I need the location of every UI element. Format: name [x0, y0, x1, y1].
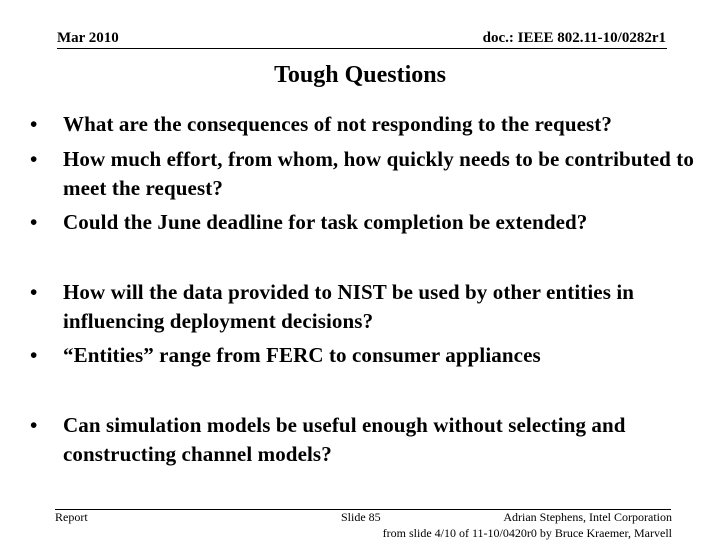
bullet-item	[30, 208, 700, 237]
bullet-text: “Entities” range from FERC to consumer appliances	[63, 343, 541, 367]
bullet-marker: •	[30, 147, 38, 171]
bullet-marker: •	[30, 280, 38, 304]
slide-number: Slide 85	[341, 510, 381, 524]
bullet-text: Could the June deadline for task completion be extended?	[63, 210, 588, 234]
bullet-text: Can simulation models be useful enough without selecting and constructing channel models?	[63, 413, 626, 466]
footer-author: Adrian Stephens, Intel Corporation	[503, 510, 672, 524]
bullet-item	[30, 110, 700, 139]
bullet-marker: •	[30, 210, 38, 234]
bullet-text: What are the consequences of not responding to the request?	[63, 112, 612, 136]
bullet-text: How will the data provided to NIST be used by other entities in influencing deployment decisions?	[63, 280, 635, 333]
header-rule	[57, 48, 667, 49]
bullet-item	[30, 341, 700, 370]
bullet-item	[30, 278, 700, 336]
bullet-item	[30, 411, 700, 469]
bullet-item	[30, 145, 700, 203]
footer-label: Report	[55, 510, 88, 524]
bullet-marker: •	[30, 413, 38, 437]
slide-title: Tough Questions	[274, 62, 446, 88]
bullet-text: How much effort, from whom, how quickly needs to be contributed to meet the request?	[63, 147, 694, 200]
header-doc-id: doc.: IEEE 802.11-10/0282r1	[482, 30, 666, 46]
footer-source: from slide 4/10 of 11-10/0420r0 by Bruce Kraemer, Marvell	[382, 526, 672, 540]
bullet-marker: •	[30, 343, 38, 367]
bullet-marker: •	[30, 112, 38, 136]
header-date: Mar 2010	[57, 30, 119, 46]
